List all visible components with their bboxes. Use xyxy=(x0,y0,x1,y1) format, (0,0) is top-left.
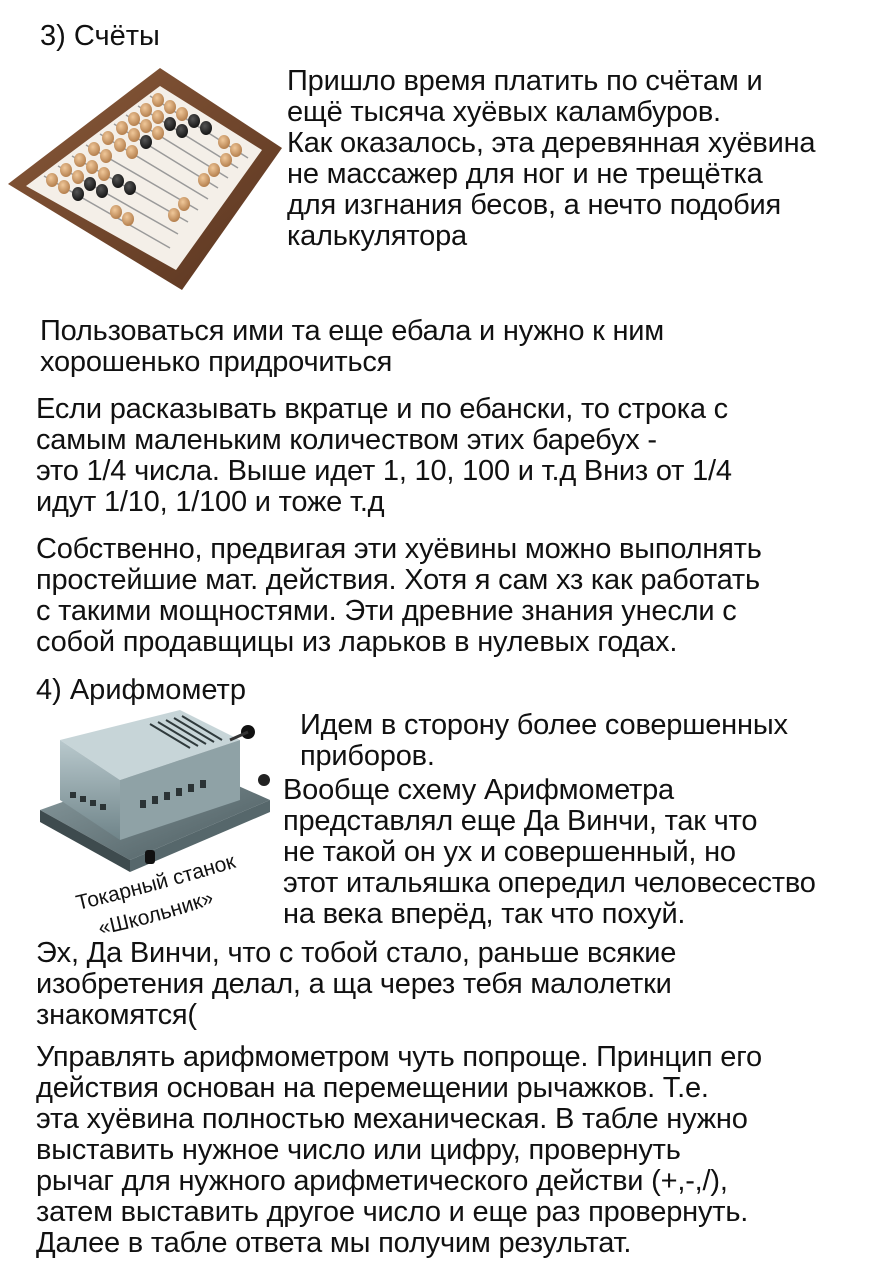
abacus-image xyxy=(0,52,290,302)
section-3-paragraph-1: Пользоваться ими та еще ебала и нужно к ним хорошенько придрочиться xyxy=(40,315,665,378)
section-4-intro-b: Вообще схему Арифмометра представлял еще Да Винчи, так что не такой он ух и совершенный, но этот итальяшка опередил человесество на века вперёд, так что похуй. xyxy=(283,774,816,930)
section-3-intro: Пришло время платить по счётам и ещё тысяча хуёвых каламбуров. Как оказалось, эта деревянная хуёвина не массажер для ног и не трещётка для изгнания бесов, а нечто подобия калькулятора xyxy=(287,65,816,252)
section-4-paragraph-2: Управлять арифмометром чуть попроще. Принцип его действия основан на перемещении рычажков. Т.е. эта хуёвина полностью механическая. В табле нужно выставить нужное число или цифру, провернуть рычаг для нужного арифметического действи (+,-,/), затем выставить другое число и еще раз провернуть. Далее в табле ответа мы получим результат. xyxy=(36,1041,762,1259)
caption-line-1: Токарный станок xyxy=(73,849,239,915)
section-3-heading: 3) Счёты xyxy=(40,20,160,52)
section-4-heading: 4) Арифмометр xyxy=(36,674,246,706)
section-3-paragraph-3: Собственно, предвигая эти хуёвины можно выполнять простейшие мат. действия. Хотя я сам хз как работать с такими мощностями. Эти древние знания унесли с собой продавщицы из ларьков в нулевых годах. xyxy=(36,533,762,658)
section-4-paragraph-1: Эх, Да Винчи, что с тобой стало, раньше всякие изобретения делал, а ща через тебя малолетки знакомятся( xyxy=(36,937,677,1031)
section-4-intro-a: Идем в сторону более совершенных приборов. xyxy=(300,709,788,772)
image-caption xyxy=(60,840,280,940)
section-3-paragraph-2: Если расказывать вкратце и по ебански, то строка с самым маленьким количеством этих баребух - это 1/4 числа. Выше идет 1, 10, 100 и т.д Вниз от 1/4 идут 1/10, 1/100 и тоже т.д xyxy=(36,393,732,518)
caption-line-2: «Школьник» xyxy=(96,886,217,940)
